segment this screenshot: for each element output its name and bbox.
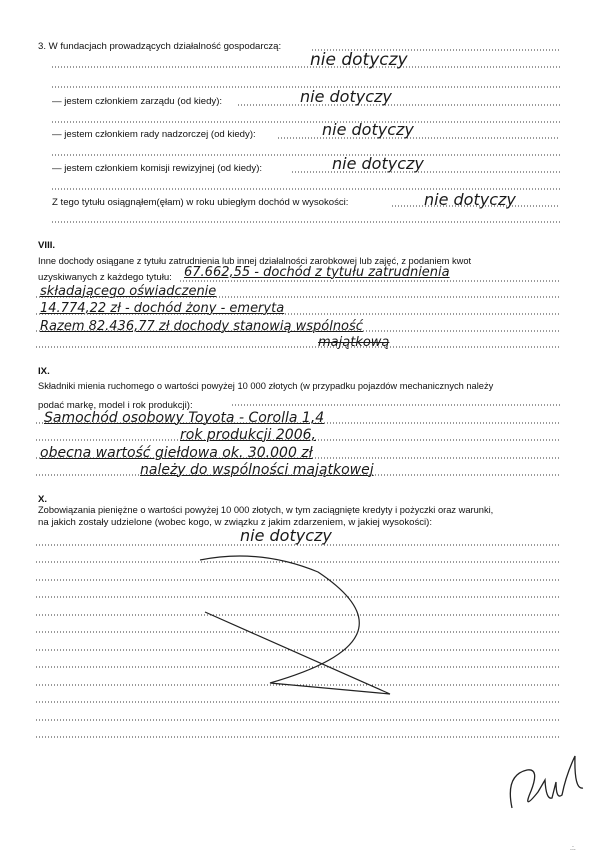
dotted-lines xyxy=(36,50,560,737)
audit-member-answer: nie dotyczy xyxy=(332,154,424,173)
section-heading-x: X. xyxy=(38,494,48,505)
asset-entry-3: obecna wartość giełdowa ok. 30.000 zł xyxy=(40,445,313,461)
audit-member-label: — jestem członkiem komisji rewizyjnej (od kiedy): xyxy=(52,163,263,174)
income-entry-4: Razem 82.436,77 zł dochody stanowią wspólność xyxy=(40,319,363,334)
asset-entry-1: Samochód osobowy Toyota - Corolla 1,4 xyxy=(44,410,325,426)
income-entry-1: 67.662,55 - dochód z tytułu zatrudnienia xyxy=(184,265,450,280)
income-answer: nie dotyczy xyxy=(424,190,516,209)
supervisory-member-label: — jestem członkiem rady nadzorczej (od kiedy): xyxy=(52,129,256,140)
liabilities-answer: nie dotyczy xyxy=(240,526,332,545)
signature xyxy=(510,756,583,808)
strike-through-mark xyxy=(200,556,390,694)
margin-mark: .:. xyxy=(570,845,576,852)
asset-entry-2: rok produkcji 2006, xyxy=(180,427,316,443)
liabilities-line-2: na jakich zostały udzielone (wobec kogo, w związku z jakim zdarzeniem, w jakiej wysokości): xyxy=(38,517,433,528)
income-entry-2: składającego oświadczenie xyxy=(40,284,217,299)
liabilities-line-1: Zobowiązania pieniężne o wartości powyżej 10 000 złotych, w tym zaciągnięte kredyty i pożyczki oraz warunki, xyxy=(38,505,494,515)
income-entry-5: majątkową xyxy=(318,335,390,350)
asset-entry-4: należy do wspólności majątkowej xyxy=(140,462,374,478)
income-label: Z tego tytułu osiągnąłem(ęłam) w roku ubiegłym dochód w wysokości: xyxy=(52,197,349,208)
section-heading-viii: VIII. xyxy=(38,240,56,251)
other-income-line-2: uzyskiwanych z każdego tytułu: xyxy=(38,272,172,283)
board-member-label: — jestem członkiem zarządu (od kiedy): xyxy=(52,96,223,107)
movable-assets-line-2: podać markę, model i rok produkcji): xyxy=(38,400,193,411)
movable-assets-line-1: Składniki mienia ruchomego o wartości powyżej 10 000 złotych (w przypadku pojazdów mechanicznych należy xyxy=(38,381,494,391)
board-member-answer: nie dotyczy xyxy=(300,87,392,106)
other-income-line-1: Inne dochody osiągane z tytułu zatrudnienia lub innej działalności zarobkowej lub zajęć, z podaniem kwot xyxy=(38,256,472,266)
supervisory-member-answer: nie dotyczy xyxy=(322,120,414,139)
income-entry-3: 14.774,22 zł - dochód żony - emeryta xyxy=(40,301,285,316)
section-heading-ix: IX. xyxy=(38,366,50,377)
foundation-answer: nie dotyczy xyxy=(310,50,408,70)
foundation-question: 3. W fundacjach prowadzących działalność gospodarczą: xyxy=(38,41,282,52)
